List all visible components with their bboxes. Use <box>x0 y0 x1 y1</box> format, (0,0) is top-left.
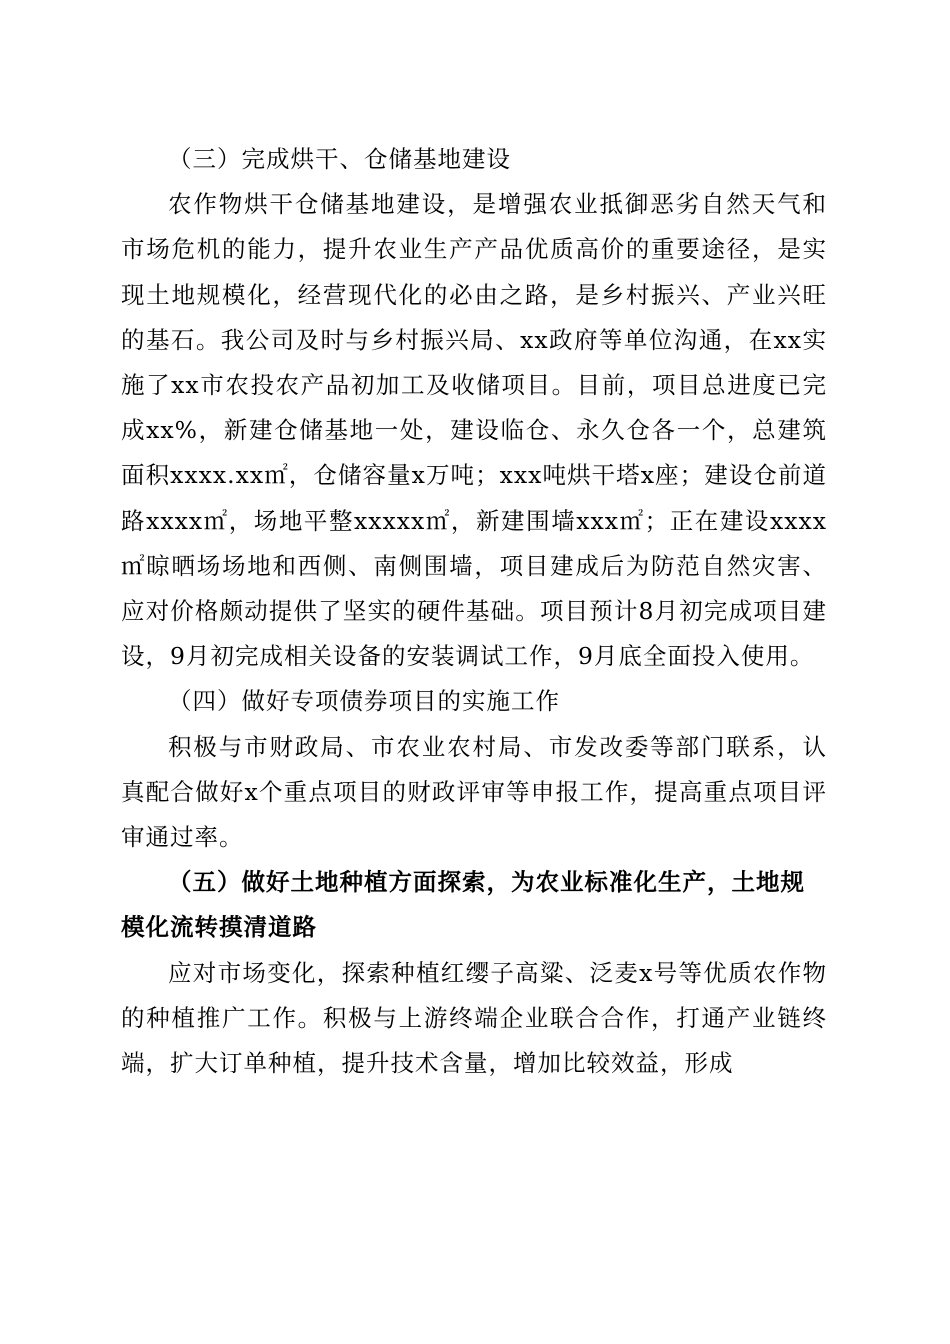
section-5-heading: （五）做好土地种植方面探索，为农业标准化生产，土地规模化流转摸清道路 <box>121 868 805 942</box>
section-5-paragraph: 应对市场变化，探索种植红缨子高粱、泛麦x号等优质农作物的种植推广工作。积极与上游终端企业联合合作，打通产业链终端，扩大订单种植，提升技术含量，增加比较效益，形成 <box>121 958 827 1078</box>
section-4-heading: （四）做好专项债券项目的实施工作 <box>168 687 560 716</box>
section-3-paragraph: 农作物烘干仓储基地建设，是增强农业抵御恶劣自然天气和市场危机的能力，提升农业生产产品优质高价的重要途径，是实现土地规模化，经营现代化的必由之路，是乡村振兴、产业兴旺的基石。我公司及时与乡村振兴局、xx政府等单位沟通，在xx实施了xx市农投农产品初加工及收储项目。目前，项目总进度已完成xx%，新建仓储基地一处，建设临仓、永久仓各一个，总建筑面积xxxx.xx㎡，仓储容量x万吨；xxx吨烘干塔x座；建设仓前道路xxxx㎡，场地平整xxxxx㎡，新建围墙xxx㎡；正在建设xxxx㎡晾晒场场地和西侧、南侧围墙，项目建成后为防范自然灾害、应对价格颇动提供了坚实的硬件基础。项目预计8月初完成项目建设，9月初完成相关设备的安装调试工作，9月底全面投入使用。 <box>121 190 827 671</box>
section-4-paragraph: 积极与市财政局、市农业农村局、市发改委等部门联系，认真配合做好x个重点项目的财政评审等申报工作，提高重点项目评审通过率。 <box>121 732 827 852</box>
section-3-heading: （三）完成烘干、仓储基地建设 <box>168 145 511 173</box>
document-body <box>121 137 827 1086</box>
